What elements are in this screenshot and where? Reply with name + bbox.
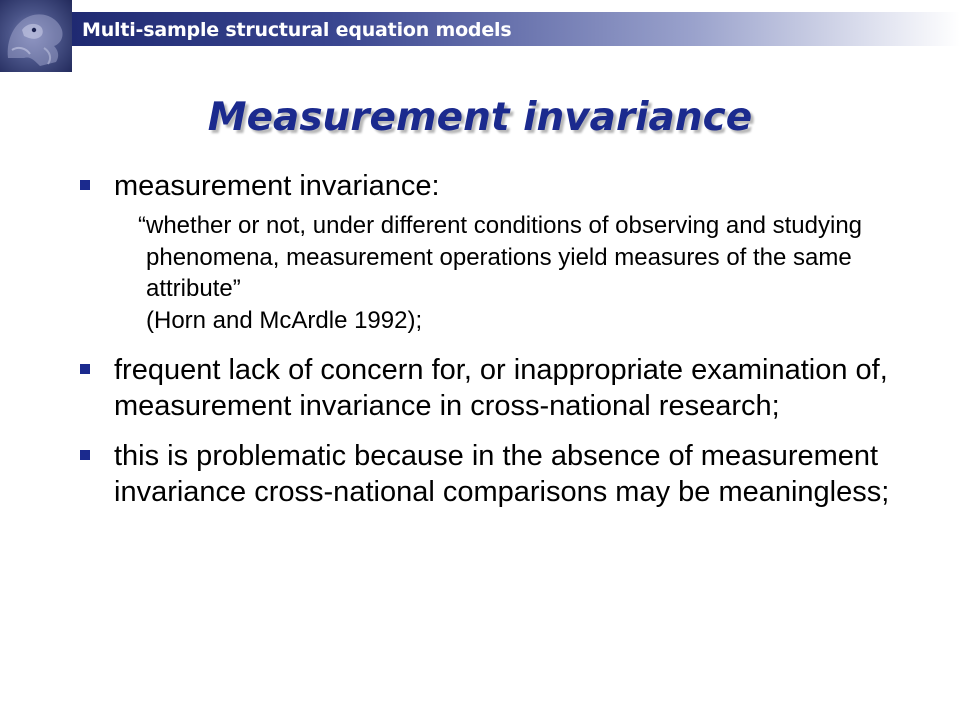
header-band <box>0 0 960 72</box>
bullet-text: this is problematic because in the absence of measurement invariance cross-national comparisons may be meaningless; <box>114 440 890 508</box>
slide-title: Measurement invariance <box>207 95 753 140</box>
lion-emblem-icon <box>0 0 72 72</box>
bullet-item <box>80 352 900 424</box>
square-bullet-icon <box>80 364 90 374</box>
square-bullet-icon <box>80 450 90 460</box>
bullet-item <box>80 438 900 510</box>
bullet-text: frequent lack of concern for, or inappropriate examination of, measurement invariance in cross-national research; <box>114 354 888 422</box>
header-title: Multi-sample structural equation models <box>82 19 512 41</box>
slide-content <box>80 168 900 510</box>
definition-quote <box>138 210 886 336</box>
bullet-text: measurement invariance: <box>114 170 440 202</box>
bullet-item <box>80 168 900 204</box>
square-bullet-icon <box>80 180 90 190</box>
quote-text: “whether or not, under different conditions of observing and studying phenomena, measurement operations yield measures of the same attribute” <box>138 212 863 302</box>
quote-citation: (Horn and McArdle 1992); <box>146 306 423 334</box>
